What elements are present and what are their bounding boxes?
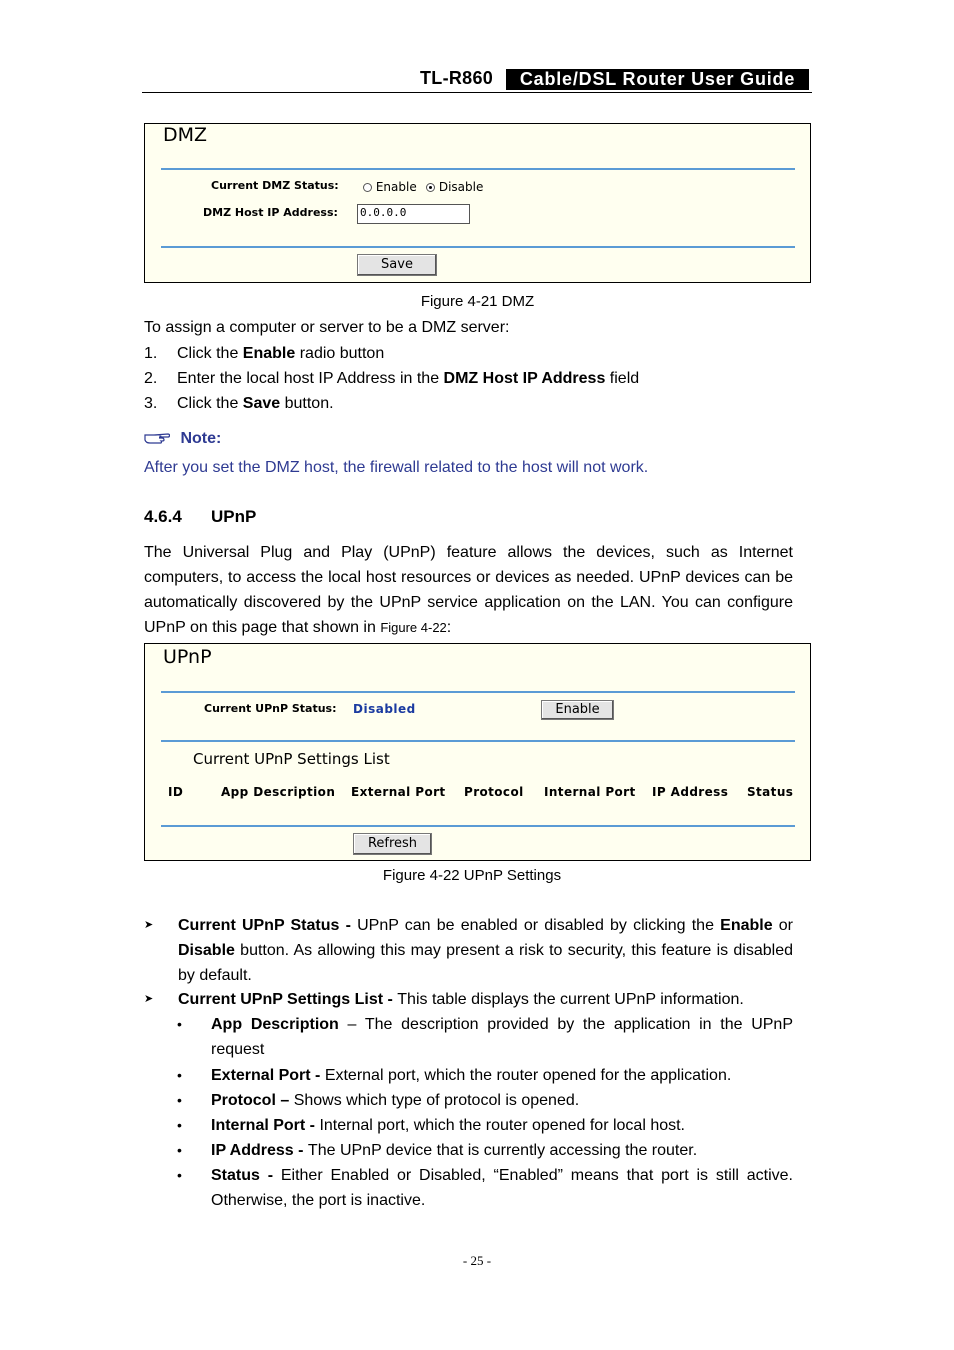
sub-bullet-protocol xyxy=(211,1088,793,1113)
sub-bullet-app-description xyxy=(211,1012,793,1062)
upnp-bottom-rule xyxy=(161,825,795,827)
step-2 xyxy=(144,366,639,391)
upnp-panel xyxy=(144,643,811,861)
bullet-text: UPnP can be enabled or disabled by clicking the xyxy=(357,917,721,934)
sub-bullet-bold: Protocol – xyxy=(211,1092,294,1109)
dmz-enable-label: Enable xyxy=(375,180,417,194)
note-heading xyxy=(144,430,221,448)
bullet-text: button. As allowing this may present a risk to security, this feature is disabled by default. xyxy=(178,942,793,984)
sub-bullet-text: Either Enabled or Disabled, “Enabled” means that port is still active. Otherwise, the port is inactive. xyxy=(211,1167,793,1209)
upnp-intro-end: : xyxy=(446,619,452,636)
step-text: Click the xyxy=(177,345,243,362)
upnp-status-value: Disabled xyxy=(353,702,416,716)
column-header-status: Status xyxy=(747,785,794,799)
column-header-protocol: Protocol xyxy=(464,785,524,799)
sub-bullet-ip-address xyxy=(211,1138,793,1163)
dmz-host-ip-input[interactable]: 0.0.0.0 xyxy=(357,204,470,224)
sub-bullet-text: External port, which the router opened for the application. xyxy=(324,1067,732,1084)
step-1 xyxy=(144,341,384,366)
column-header-external-port: External Port xyxy=(351,785,446,799)
enable-button[interactable]: Enable xyxy=(541,700,614,720)
figure-reference: Figure 4-22 xyxy=(380,620,447,635)
dmz-disable-label: Disable xyxy=(438,180,484,194)
sub-bullet-internal-port xyxy=(211,1113,793,1138)
header-rule xyxy=(142,92,812,93)
upnp-intro-text: The Universal Plug and Play (UPnP) feature allows the devices, such as Internet computers, to access the local host resources or devices as needed. UPnP devices can be automatically discovered by the UPnP service application on the LAN. You can configure UPnP on this page that shown in xyxy=(144,544,793,636)
upnp-middle-rule xyxy=(161,740,795,742)
pointing-hand-icon xyxy=(144,430,170,444)
figure-4-21-caption: Figure 4-21 DMZ xyxy=(420,293,535,310)
column-header-internal-port: Internal Port xyxy=(544,785,636,799)
dot-bullet-icon: • xyxy=(177,1117,182,1133)
upnp-intro-paragraph xyxy=(144,540,793,640)
dot-bullet-icon: • xyxy=(177,1142,182,1158)
upnp-list-title: Current UPnP Settings List xyxy=(193,750,390,768)
sub-bullet-bold: Internal Port - xyxy=(211,1117,320,1134)
dmz-enable-radio[interactable] xyxy=(363,180,417,194)
header-model: TL-R860 xyxy=(420,68,494,88)
bullet-text: This table displays the current UPnP information. xyxy=(397,991,744,1008)
step-number: 1. xyxy=(144,345,158,362)
sub-bullet-bold: Status - xyxy=(211,1167,281,1184)
bullet-settings-list xyxy=(178,987,793,1012)
step-bold: Enable xyxy=(242,345,296,362)
dot-bullet-icon: • xyxy=(177,1092,182,1108)
sub-bullet-text: Internal port, which the router opened for local host. xyxy=(319,1117,685,1134)
bullet-upnp-status xyxy=(178,913,793,988)
column-header-id: ID xyxy=(168,785,184,799)
step-bold: DMZ Host IP Address xyxy=(443,370,606,387)
step-text: Enter the local host IP Address in the xyxy=(177,370,444,387)
dmz-bottom-rule xyxy=(161,246,795,248)
step-number: 2. xyxy=(144,370,158,387)
sub-bullet-bold: IP Address - xyxy=(211,1142,308,1159)
step-text: Click the xyxy=(177,395,243,412)
column-header-app-description: App Description xyxy=(221,785,336,799)
upnp-panel-title: UPnP xyxy=(163,646,212,668)
bullet-bold: Enable xyxy=(720,917,773,934)
dot-bullet-icon: • xyxy=(177,1016,182,1032)
dmz-host-label: DMZ Host IP Address: xyxy=(203,206,338,219)
section-heading xyxy=(144,504,256,529)
step-3 xyxy=(144,391,334,416)
step-number: 3. xyxy=(144,395,158,412)
note-text: After you set the DMZ host, the firewall related to the host will not work. xyxy=(144,459,649,476)
column-header-ip-address: IP Address xyxy=(652,785,729,799)
bullet-text: or xyxy=(772,917,794,934)
dmz-panel xyxy=(144,123,811,283)
step-text: radio button xyxy=(295,345,385,362)
step-text: button. xyxy=(280,395,334,412)
figure-4-22-caption: Figure 4-22 UPnP Settings xyxy=(382,867,562,884)
arrow-bullet-icon: ➤ xyxy=(144,919,154,931)
sub-bullet-external-port xyxy=(211,1063,793,1088)
save-button[interactable]: Save xyxy=(357,254,437,276)
radio-icon[interactable] xyxy=(363,183,372,192)
sub-bullet-text: – The description provided by the application in the UPnP request xyxy=(211,1016,793,1058)
dmz-intro: To assign a computer or server to be a DMZ server: xyxy=(144,319,510,336)
section-number: 4.6.4 xyxy=(144,507,182,526)
bullet-bold: Current UPnP Status - xyxy=(178,917,358,934)
dmz-top-rule xyxy=(161,168,795,170)
dot-bullet-icon: • xyxy=(177,1067,182,1083)
sub-bullet-bold: App Description xyxy=(211,1016,339,1033)
sub-bullet-bold: External Port - xyxy=(211,1067,325,1084)
upnp-top-rule xyxy=(161,691,795,693)
refresh-button[interactable]: Refresh xyxy=(353,833,432,855)
dmz-disable-radio[interactable] xyxy=(426,180,483,194)
dmz-panel-title: DMZ xyxy=(163,124,208,146)
header-guide-title: Cable/DSL Router User Guide xyxy=(506,69,809,90)
bullet-bold: Disable xyxy=(178,942,235,959)
sub-bullet-text: The UPnP device that is currently accessing the router. xyxy=(307,1142,698,1159)
step-bold: Save xyxy=(242,395,281,412)
dmz-status-label: Current DMZ Status: xyxy=(211,179,339,192)
section-title: UPnP xyxy=(211,507,257,526)
sub-bullet-text: Shows which type of protocol is opened. xyxy=(293,1092,580,1109)
page-number: - 25 - xyxy=(462,1253,492,1268)
upnp-status-label: Current UPnP Status: xyxy=(204,702,337,715)
step-text: field xyxy=(605,370,640,387)
radio-checked-icon[interactable] xyxy=(426,183,435,192)
dot-bullet-icon: • xyxy=(177,1167,182,1183)
bullet-bold: Current UPnP Settings List - xyxy=(178,991,398,1008)
sub-bullet-status xyxy=(211,1163,793,1213)
note-label: Note: xyxy=(180,430,222,447)
arrow-bullet-icon: ➤ xyxy=(144,993,154,1005)
